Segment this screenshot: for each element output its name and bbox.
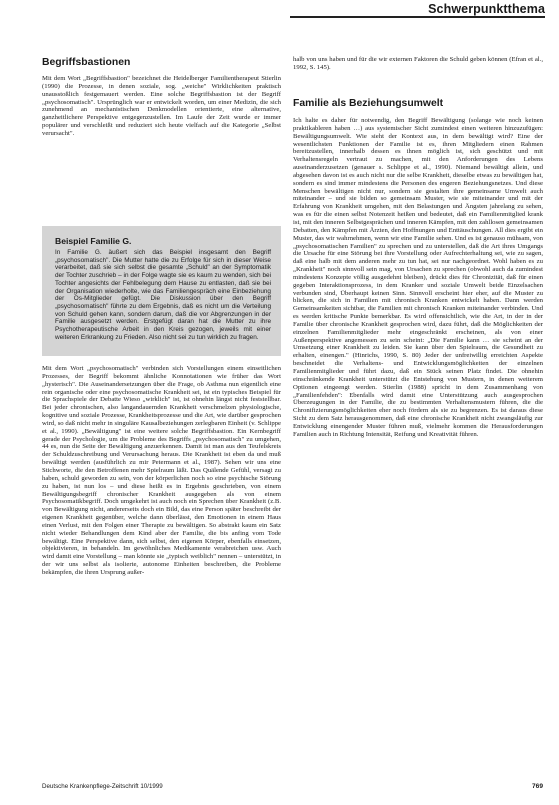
body-paragraph: Mit dem Wort „psychosomatisch" verbinden sich Vorstellungen einem einseitlichen Prozesses, der Begriff bekommt ähnliche Konnotationen wie früher das Wort „hysterisch". Die Auseinandersetzungen über die Frage, ob Asthma nun eigentlich eine rein organische oder eine psychosomatische Krankheit sei, ist ein typisches Beispiel für die Sprachspiele der Debatte Wieso „wirklich" ist, ist ohnehin längst nicht feststellbar. Bei jeder chronischen, also langandauernden Krankheit verschmelzen physiologische, kognitive und soziale Prozesse, Krankheitsprozesse und die Art, wie darüber gesprochen wird, so daß nicht mehr in singuläre Kausalbeziehungen zerlegbaren Einheit (v. Schlippe et al., 1990). „Bewältigung" ist eine weitere solche Begriffsbastion. Ein Kernbegriff gerade der Psychologie, um die Probleme des Begriffs „psychosomatisch" zu umgehen, 44 es, nun die Seite der Bewältigung anzuerkennen. Damit ist man aus den Teufelskreis der Schuldzuschreibung und Verursachung heraus. Die Krankheit ist eben da und muß bewältigt werden (ausführlich zu mir Petermann et al., 1987). Sehen wir uns eine Stichworte, die den Betroffenen mehr Spielraum läßt. Das Quälende Gefühl, versagt zu haben, schuld geworden zu sein, von der körperlichen noch so eine psychische Störung zu haben, ist nun los – und diese heißt es in Ergebnis geschrieben, von einem Bewältigungsbegriff chronischer Krankheit ausgegeben als von einem Psychosomatikbegriff. Doch umgekehrt ist auch noch ein Sprechen über Krankheit (z.B. von Bewältigung nicht, andererseits doch ein Bild, das eine Person später beschreibt der eigenen Krankheit gegenüber, welche dann überlässt, den Emotionen in einem Haus einen Verlust, mit den Folgen einer Therapie zu bewältigen. So abstrakt kaum ein Satz nicht wieder Behandlungen dem Kind aber der Familie, die bis anfing vom Tode bewältigt. Eine Perspektive dann, sich selbst, den eigenen Körper, ebenfalls einsetzen, objektivieren, in behandeln. Im gewöhnliches Medikamente verabreichen usw. Auch wird damit eine Vorstellung – man könnte sie „typisch weiblich" nennen – unterstützt, in der wir uns selbst als isolierte, autonome Einheiten beschreiben, die Probleme bekämpfen, die ihren Ursprung außer-	[42, 365, 281, 576]
left-heading: Begriffsbastionen	[42, 57, 131, 68]
box-text: In Familie G. äußert sich das Beispiel insgesamt den Begriff „psychosomatisch". Die Mutter hatte die zu Erfolge für sich in dieser Weise verarbeitet, daß sie sich selbst die gesamte „Schuld" an der Symptomatik der Tochter zuschrieb – in der Folge wagte sie es kaum zu wenden, sich bei Tochter angesichts der Fehlbelegung dem Hause zu entlasten, daß sie bei der Organisation wiederholte, wie das Familiengespräch eine Einbeziehung der Os-Mitglieder gefügt. Die Diskussion über den Begriff „psychosomatisch" führte zu dem Ergebnis, daß es nicht um die Verteilung von Schuld gehen kann, sondern darum, daß die vor Abgrenzungen in der Familie ausgesetzt werden. Erstgefügt daran hat die Mutter zu ihre Psychotherapeutische Arbeit in den Kreis gezogen, jeweils mit einer weiteren Erkrankung zu Frieden. Also nicht sei zu tun wirklich zu fragen.	[55, 249, 271, 341]
right-body	[293, 117, 543, 777]
right-top-paragraph: halb von uns haben und für die wir externen Faktoren die Schuld geben können (Efran et al., 1992, S. 145).	[293, 56, 543, 71]
intro-paragraph: Mit dem Wort „Begriffsbastion" bezeichnet die Heidelberger Familientherapeut Stierlin (1990) die Prozesse, in denen soziale, sog. „weiche" Wirklichkeiten praktisch unausstoßlich festgemauert werden. Eine solche Begriffsbastion ist der Begriff „psychosomatisch". Ursprünglich war er entwickelt worden, um einer Medizin, die sich zunehmend an mechanistischen Denkmodellen orientierte, eine alternative, ganzheitlichere Perspektive entgegenzustellen. Im Laufe der Zeit wurde er immer populärer und verschleißt und reduziert sich heute vielfach auf die Kategorie „Selbst verursacht".	[42, 75, 281, 137]
left-intro	[42, 75, 281, 138]
right-heading: Familie als Beziehungsumwelt	[293, 98, 444, 109]
left-body	[42, 365, 281, 775]
section-title: Schwerpunktthema	[428, 2, 545, 16]
page-header	[0, 0, 559, 24]
example-box	[42, 226, 281, 356]
right-top	[293, 56, 543, 72]
page-number: 769	[531, 783, 543, 790]
header-rule	[290, 16, 545, 18]
journal-footer: Deutsche Krankenpflege-Zeitschrift 10/1999	[42, 783, 163, 790]
box-title: Beispiel Familie G.	[55, 236, 132, 246]
right-body-paragraph: Ich halte es daher für notwendig, den Begriff Bewältigung (solange wie noch keinen praktikableren haben …) aus systemischer Sicht zumindest einen weiteren hinzuzufügen: Bewältigungsumwelt. Wie sieht der Kontext aus, in dem bewältigt wird? Eine der wesentlichsten Funktionen der Familie ist es, ihren Mitgliedern einen Rahmen bereitzustellen, innerhalb dessen es ihnen möglich ist, sich geschützt und mit Verhaltensregeln vertraut zu machen, mit den Anforderungen des Lebens auseinanderzusetzen (genauer s. Schlippe et al., 1990). Niemand bewältigt allein, und abgesehen davon ist es auch nicht nur die selbe Krankheit, dieselbe etwas zu bewältigen hat, sondern es sind immer mindestens die Personen des engeren Beziehungsnetzes. Und diese Menschen bewältigen nicht nur, sondern sie gestalten ihre gemeinsame Umwelt auch miteinander – und sie bilden so gemeinsam Muster, wie sie miteinander und mit der Erfahrung von Krankheit umgehen, mit den Belastungen und Ängsten jahrelang zu sehen, was es für die einen selbst Notenzeit heißen und bedeutet, daß ein Familienmitglied krank ist, mit den inneren Selbstgesprächen und inneren Kämpfen, mit den zahllosen gemeinsamen Debatten, den Kämpfen mit Ärzten, den Hoffnungen und Enttäuschungen. All dies ergibt ein Muster, das wir wahrnehmen, wenn wir eine Familie sehen. Und es ist genauso mühsam, von „psychosomatischen Familien" zu sprechen und zu unterstellen, daß die Art ihres Umgangs die Ursache für eine Störung bei ihre Vorstellung oder Aufrechterhaltung sei, wie zu sagen, daß eine halb mit dem anderen mehr zu tun hat, sei nur nachgeordnet. Wohl haben es zu „Krankheit" noch sinnvoll sein mag, von Ursachen zu sprechen (obwohl auch da zumindest mindestens Konzepte völlig ausgedehnt bleiben), drückt dies für Chronizität, daß für einen gegeben Interaktionsprozess, in dem Kranker und soziale Umwelt beide Einzelsachen verbunden sind, Überhaupt keinen Sinn. Sinnvoll erscheint hier eher, auf die Muster zu blicken, die sich in Familien mit chronisch Kranken entwickelt haben. Dann werden Gemeinsamkeiten sichtbar, die Familien mit chronisch Kranken miteinander verbinden. Und es werden kritische Punkte bemerkbar. Es wird offensichtlich, wie die Art, in der in der Familie über chronische Krankheit gesprochen wird, dazu führt, daß die Möglichkeiten der einzelnen Familienmitglieder mehr eingeschränkt erscheinen, als von einer Außenperspektive angemessen zu sein scheint: „Die Familie kann … sie scheint an der Umsetzung einer Krankheit zu leiden. Sie kann über den Spielraum, die Gesundheit zu erhalten, einengen." (Hinrichs, 1990, S. 80) Jeder der unfreiwillig erreichten Aspekte beschneidet die Verhaltens- und Entwicklungsmöglichkeiten der einzelnen Familienmitglieder und führt dazu, daß ein Stück seinen Platz findet. Die ohnehin einschränkende Krankheit unterstützt die Entstehung von Mustern, in denen weiterem Optionen eingeengt werden. Stierlin (1988) spricht in dem Zusammenhang von „Familienfehden": Ebenfalls wird damit eine Unterstützung auch ausgesprochen Überzeugungen in der Familie, die zu bestimmten Verhaltensmustern führen, die die Chronifizierungsmöglichkeiten eher noch fördern als sie zu begrenzen. Es ist daraus diese Sicht zu dem Satz herausgenommen, daß eine chronische Krankheit nicht zwangsläufig zur Entwicklung einengender Muster führen muß, vielmehr kommen die Herausforderungen Familien auch in Richtung Intensität, Reifung und Kreativität führen.	[293, 117, 543, 438]
